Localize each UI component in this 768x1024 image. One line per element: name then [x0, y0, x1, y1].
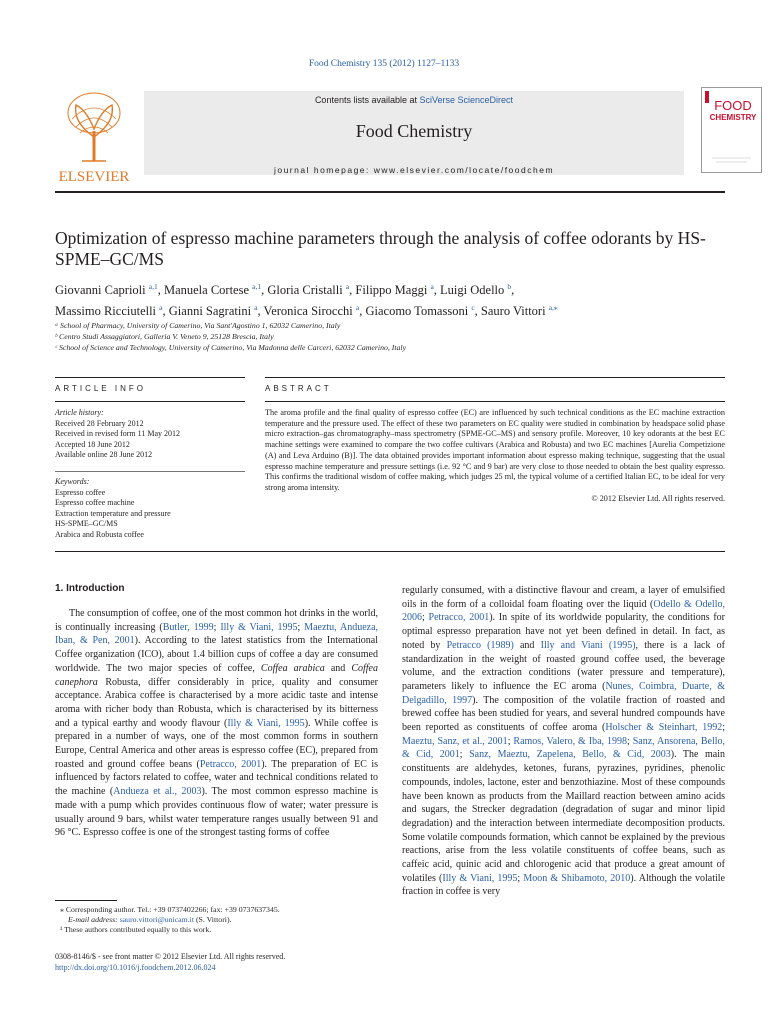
citation-link[interactable]: Petracco (1989) — [446, 639, 514, 651]
citation-link[interactable]: Illy & Viani, 1995 — [442, 872, 518, 884]
masthead-banner — [144, 91, 684, 175]
keyword: Arabica and Robusta coffee — [55, 529, 144, 539]
author-line: Giovanni Caprioli $^{a,1}$, Manuela Cortese $^{a,1}$, Gloria Cristalli $^a$, Filippo Maggi $^a$, Luigi Odello $^b$, — [55, 282, 515, 298]
affiliation-a: ᵃ School of Pharmacy, University of Camerino, Via Sant'Agostino 1, 62032 Camerino, Italy — [55, 321, 341, 330]
journal-homepage[interactable]: journal homepage: www.elsevier.com/locate/foodchem — [273, 165, 555, 175]
author-name: Giovanni Caprioli — [55, 283, 149, 298]
footnote-rule — [55, 900, 117, 901]
author-name: Massimo Ricciutelli — [55, 304, 160, 319]
citation-link[interactable]: Andueza et al., 2003 — [113, 786, 202, 798]
divider — [55, 551, 725, 552]
corresponding-author-note: ⁎ Corresponding author. Tel.: +39 0737402266; fax: +39 0737637345. — [60, 905, 280, 914]
author-name: Giacomo Tomassoni — [365, 304, 472, 319]
citation-link[interactable]: Illy and Viani (1995) — [540, 639, 636, 651]
affiliation-marker[interactable]: a,⁎ — [548, 303, 558, 313]
citation-link[interactable]: Butler, 1999 — [162, 621, 214, 633]
email-note: E-mail address: sauro.vittori@unicam.it (S. Vittori). — [68, 915, 232, 924]
svg-text:CHEMISTRY: CHEMISTRY — [709, 113, 757, 122]
journal-name: Food Chemistry — [355, 121, 473, 141]
citation-link[interactable]: Petracco, 2001 — [428, 612, 490, 624]
history-label: Article history: — [55, 408, 104, 417]
citation-link[interactable]: Petracco, 2001 — [199, 758, 262, 770]
citation-link[interactable]: Maeztu, Andueza, Iban, & Pen, 2001 — [55, 621, 379, 647]
citation-link[interactable]: Sanz, Maeztu, Zapelena, Bello, & Cid, 2003 — [469, 749, 671, 761]
affiliation-marker[interactable]: b — [507, 282, 512, 291]
citation-link[interactable]: Illy & Viani, 1995 — [227, 717, 305, 729]
affiliation-c: ᶜ School of Science and Technology, University of Camerino, Via Madonna delle Carceri, 62032 Camerino, Italy — [55, 343, 407, 352]
keyword: Extraction temperature and pressure — [55, 508, 171, 518]
email-link[interactable]: sauro.vittori@unicam.it — [119, 915, 194, 924]
author-line: Massimo Ricciutelli $^a$, Gianni Sagratini $^a$, Veronica Sirocchi $^a$, Giacomo Tomassoni $^c$, Sauro Vittori $^{a,⁎}$ — [55, 303, 558, 319]
divider — [265, 401, 725, 402]
affiliation-marker[interactable]: a — [254, 303, 258, 313]
elsevier-logo — [50, 87, 138, 188]
divider — [55, 377, 245, 378]
history-received: Received 28 February 2012 — [55, 418, 144, 428]
journal-reference[interactable]: Food Chemistry 135 (2012) 1127–1133 — [308, 59, 460, 69]
author-name: Luigi Odello — [440, 283, 508, 298]
affiliation-marker[interactable]: a — [430, 282, 434, 291]
article-title: Optimization of espresso machine parameters through the analysis of coffee odorants by HS-SPME–GC/MS — [55, 228, 706, 269]
keywords — [55, 477, 245, 540]
affiliation-marker[interactable]: a,1 — [148, 282, 158, 291]
journal-cover — [701, 87, 762, 173]
keywords-label: Keywords: — [55, 477, 90, 486]
abstract-body: The aroma profile and the final quality of espresso coffee (EC) are influenced by such technical conditions as the EC machine extraction temperature and the pressure used. The effect of these two parameters on EC quality were studied in combination by headspace solid phase micro extraction–gas chromatography–mass spectrometry (SPME-GC–MS) and sensory profile. Moreover, 10 key odorants at the best EC machine settings were examined to compare the two coffee cultivars (Arabica and Robusta) and two EC machines [Aurelia Competizione (A) and Leva Arduino (B)]. The data obtained provides important information about espresso making technique, suggesting that the usual espresso machine temperature and pressure settings (i.e. 92 °C and 9 bar) are very close to those needed to obtain the best quality espresso. This confirms the traditional wisdom of coffee making, which judges 25 ml, the typical volume of a certified Italian EC, to be ideal for very strong aroma intensity. — [265, 408, 725, 492]
author-name: Filippo Maggi — [355, 283, 431, 298]
author-name: Veronica Sirocchi — [263, 304, 356, 319]
svg-text:FOOD: FOOD — [714, 98, 752, 113]
citation-link[interactable]: Odello & Odello, 2006 — [402, 598, 725, 624]
affiliation-marker[interactable]: c — [471, 303, 475, 313]
author-name: Sauro Vittori — [480, 304, 549, 319]
article-info-heading: ARTICLE INFO — [55, 384, 146, 393]
citation-link[interactable]: Holscher & Steinhart, 1992 — [605, 722, 723, 734]
affiliation-marker[interactable]: a — [345, 282, 350, 291]
affiliations — [55, 320, 725, 353]
keyword: Espresso coffee machine — [55, 498, 135, 507]
intro-paragraph: regularly consumed, with a distinctive flavour and cream, a layer of emulsified oils in the form of a colloidal foam floating over the liquid (Odello & Odello, 2006; Petracco, 2001). In spite of its worldwide popularity, the conditions for optimal espresso preparation have not yet been defined in detail. In fact, as noted by Petracco (1989) and Illy and Viani (1995), there is a lack of standardization in the weight of roasted ground coffee used, the beverage volume, and the extraction conditions (water pressure and temperature), parameters likely to influence the EC aroma (Nunes, Coimbra, Duarte, & Delgadillo, 1997). The composition of the volatile fraction of roasted and brewed coffee has been studied for years, and several hundred compounds have been reported as constituents of coffee aroma (Holscher & Steinhart, 1992; Maeztu, Sanz, et al., 2001; Ramos, Valero, & Iba, 1998; Sanz, Ansorena, Bello, & Cid, 2001; Sanz, Maeztu, Zapelena, Bello, & Cid, 2003). The main constituents are aldehydes, ketones, furans, pyrazines, pyridines, phenolic compounds, indoles, lactone, ester and benzothiazine. Most of these compounds have been known as products from the Maillard reaction between amino acids and sugars, the Strecker degradation (degradation of sugar and minor lipid degradation) and the interaction between intermediate decomposition products. Some volatile compounds formation, which cannot be explained by the previous reactions, arise from the less volatile constituents of coffee beans, such as caffeic acid, quinic acid and chlorogenic acid that produce a great amount of volatiles (Illy & Viani, 1995; Moon & Shibamoto, 2010). Although the volatile fraction in coffee is very — [402, 585, 725, 898]
abstract-heading: ABSTRACT — [265, 384, 332, 393]
citation-link[interactable]: Illy & Viani, 1995 — [220, 621, 298, 633]
author-name: Manuela Cortese — [163, 283, 253, 298]
article-history — [55, 408, 245, 461]
history-revised: Received in revised form 11 May 2012 — [55, 429, 181, 438]
footnotes — [60, 905, 378, 935]
author-name: Gianni Sagratini — [168, 304, 255, 319]
abstract — [265, 408, 725, 504]
equal-contribution-note: ¹ These authors contributed equally to this work. — [60, 925, 212, 934]
citation-link[interactable]: Nunes, Coimbra, Duarte, & Delgadillo, 1997 — [402, 680, 725, 706]
citation-link[interactable]: Maeztu, Sanz, et al., 2001 — [402, 735, 508, 747]
divider — [55, 471, 245, 472]
history-online: Available online 28 June 2012 — [55, 450, 153, 459]
masthead-rule — [55, 191, 725, 193]
abstract-copyright: © 2012 Elsevier Ltd. All rights reserved. — [591, 493, 725, 503]
masthead — [50, 87, 757, 188]
section-heading: 1. Introduction — [55, 583, 125, 594]
svg-text:ELSEVIER: ELSEVIER — [58, 169, 130, 185]
body-column-right — [402, 584, 725, 899]
issn-line: 0308-8146/$ - see front matter © 2012 Elsevier Ltd. All rights reserved. — [55, 952, 286, 961]
sciencedirect-link[interactable]: SciVerse ScienceDirect — [419, 95, 514, 105]
contents-line: Contents lists available at SciVerse ScienceDirect — [314, 95, 514, 105]
history-accepted: Accepted 18 June 2012 — [55, 439, 130, 449]
divider — [55, 401, 245, 402]
citation-link[interactable]: Ramos, Valero, & Iba, 1998 — [513, 735, 627, 747]
citation-link[interactable]: Sanz, Ansorena, Bello, & Cid, 2001 — [402, 735, 725, 761]
author-name: Gloria Cristalli — [267, 283, 346, 298]
author-list — [55, 278, 725, 320]
doi-link[interactable]: http://dx.doi.org/10.1016/j.foodchem.2012.06.024 — [55, 963, 216, 972]
affiliation-marker[interactable]: a — [355, 303, 360, 313]
bottom-meta — [55, 951, 455, 973]
affiliation-marker[interactable]: a — [159, 303, 163, 313]
affiliation-b: ᵇ Centro Studi Assaggiatori, Galleria V. Veneto 9, 25128 Brescia, Italy — [55, 332, 274, 341]
keyword: HS-SPME–GC/MS — [55, 519, 118, 528]
citation-link[interactable]: Moon & Shibamoto, 2010 — [523, 872, 631, 884]
keyword: Espresso coffee — [55, 487, 106, 497]
intro-paragraph: The consumption of coffee, one of the most common hot drinks in the world, is continually increasing (Butler, 1999; Illy & Viani, 1995; Maeztu, Andueza, Iban, & Pen, 2001). According to the latest statistics from the International Coffee organization (ICO), about 1.4 billion cups of coffee a day are consumed worldwide. The two major species of coffee, Coffea arabica and Coffea canephora Robusta, differ considerably in price, quality and consumer acceptance. Arabica coffee is characterised by a more acidic taste and intense aroma with richer body than Robusta, which is characterised by its bitterness and a typical earthy and woody flavour (Illy & Viani, 1995). While coffee is prepared in a number of ways, one of the most common forms in southern Europe, Central America and other areas is espresso coffee (EC), prepared from roasted and ground coffee beans (Petracco, 2001). The preparation of EC is influenced by factors related to coffee, water and technical conditions related to the machine (Andueza et al., 2003). The most common espresso machine is made with a pump which provides continuous flow of water; water pressure is usually around 9 bars, whilst water temperature ranges usually between 91 and 96 °C. Espresso coffee is one of the strongest tasting forms of coffee — [55, 608, 379, 839]
affiliation-marker[interactable]: a,1 — [252, 282, 262, 291]
body-column-left — [55, 607, 378, 840]
divider — [265, 377, 725, 378]
